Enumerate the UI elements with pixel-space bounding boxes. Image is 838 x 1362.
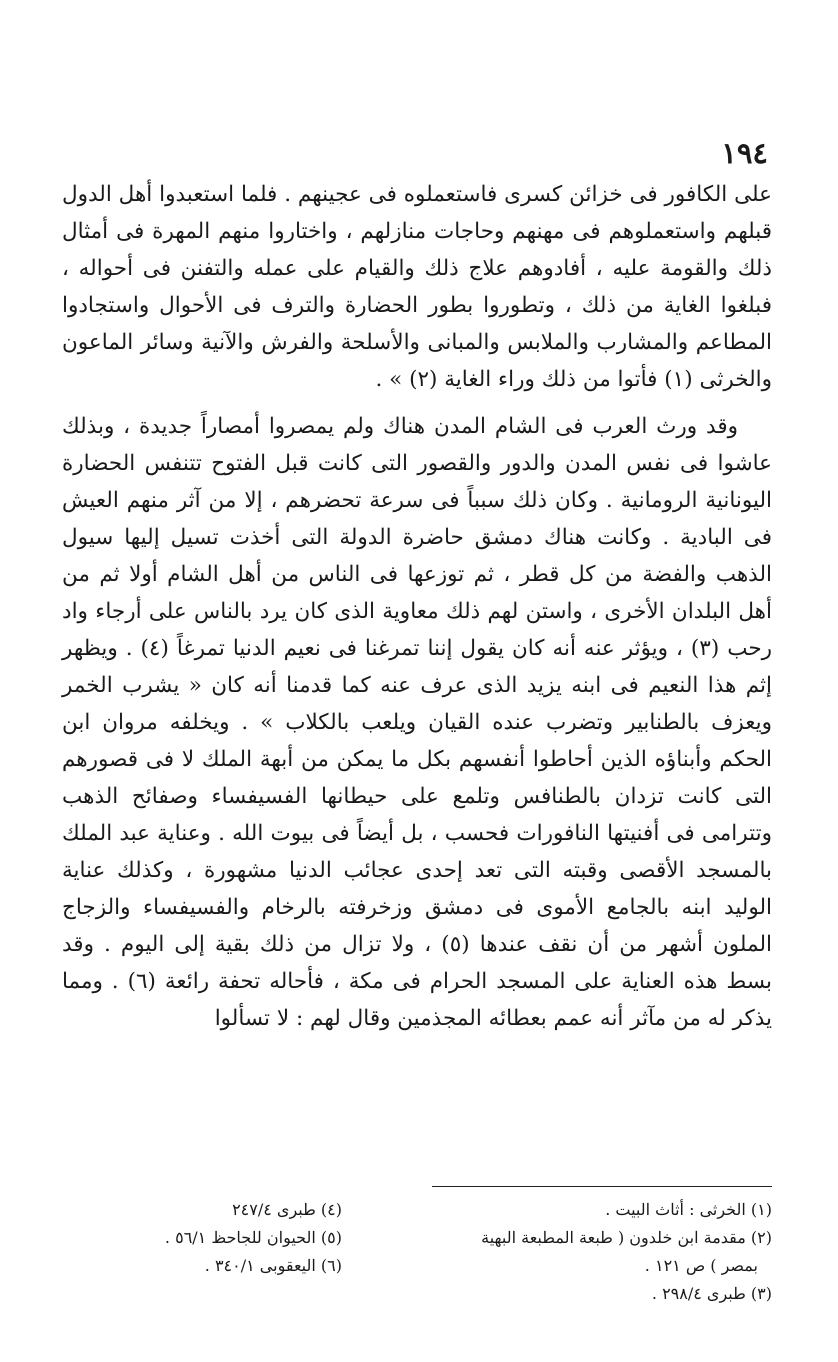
body-text	[62, 176, 772, 1037]
paragraph-2: وقد ورث العرب فى الشام المدن هناك ولم يمصروا أمصاراً جديدة ، وبذلك عاشوا فى نفس المدن والدور والقصور التى كانت قبل الفتوح تتنفس الحضارة اليونانية الرومانية . وكان ذلك سبباً فى سرعة تحضرهم ، إلا من آثر منهم العيش فى البادية . وكانت هناك دمشق حاضرة الدولة التى أخذت تسيل إليها سيول الذهب والفضة من كل قطر ، ثم توزعها فى الناس من أهل الشام أولا ثم من أهل البلدان الأخرى ، واستن لهم ذلك معاوية الذى كان يرد بالناس على أرجاء واد رحب (٣) ، ويؤثر عنه أنه كان يقول إننا تمرغنا فى نعيم الدنيا تمرغاً (٤) . ويظهر إثم هذا النعيم فى ابنه يزيد الذى عرف عنه كما قدمنا أنه كان « يشرب الخمر ويعزف بالطنابير وتضرب عنده القيان ويلعب بالكلاب » . ويخلفه مروان ابن الحكم وأبناؤه الذين أحاطوا أنفسهم بكل ما يمكن من أبهة الملك لا فى قصورهم التى كانت تزدان بالطنافس وتلمع على حيطانها الفسيفساء وصفائح الذهب وتترامى فى أفنيتها النافورات فحسب ، بل أيضاً فى بيوت الله . وعناية عبد الملك بالمسجد الأقصى وقبته التى تعد إحدى عجائب الدنيا مشهورة ، وكذلك عناية الوليد ابنه بالجامع الأموى فى دمشق وزخرفته بالرخام والفسيفساء والزجاج الملون أشهر من أن نقف عندها (٥) ، ولا تزال من ذلك بقية إلى اليوم . وقد بسط هذه العناية على المسجد الحرام فى مكة ، فأحاله تحفة رائعة (٦) . ومما يذكر له من مآثر أنه عمم بعطائه المجذمين وقال لهم : لا تسألوا	[62, 414, 772, 1031]
footnotes-left-column	[92, 1196, 342, 1308]
footnote-5: (٥) الحيوان للجاحظ ٥٦/١ .	[164, 1228, 342, 1247]
paragraph-1: على الكافور فى خزائن كسرى فاستعملوه فى عجينهم . فلما استعبدوا أهل الدول قبلهم واستعملوهم فى مهنهم وحاجات منازلهم ، واختاروا منهم المهرة فى أمثال ذلك والقومة عليه ، أفادوهم علاج ذلك والقيام على عمله والتفنن فى أحواله ، فبلغوا الغاية من ذلك ، وتطوروا بطور الحضارة والترف فى الأحوال واستجادوا المطاعم والمشارب والملابس والمبانى والأسلحة والفرش والآنية وسائر الماعون والخرثى (١) فأتوا من ذلك وراء الغاية (٢) » .	[62, 182, 772, 392]
footnote-3: (٣) طبرى ٢٩٨/٤ .	[651, 1284, 772, 1303]
footnote-1: (١) الخرثى : أثاث البيت .	[605, 1200, 772, 1219]
footnote-2: (٢) مقدمة ابن خلدون ( طبعة المطبعة البهية	[481, 1228, 772, 1247]
footnote-4: (٤) طبرى ٢٤٧/٤	[232, 1200, 342, 1219]
footnote-6: (٦) اليعقوبى ٣٤٠/١ .	[204, 1256, 342, 1275]
footnotes	[92, 1196, 772, 1308]
page-number: ١٩٤	[721, 136, 768, 170]
footnote-2-continued: بمصر ) ص ١٢١ .	[644, 1256, 758, 1275]
footnotes-right-column	[372, 1196, 772, 1308]
footnote-divider	[432, 1186, 772, 1187]
